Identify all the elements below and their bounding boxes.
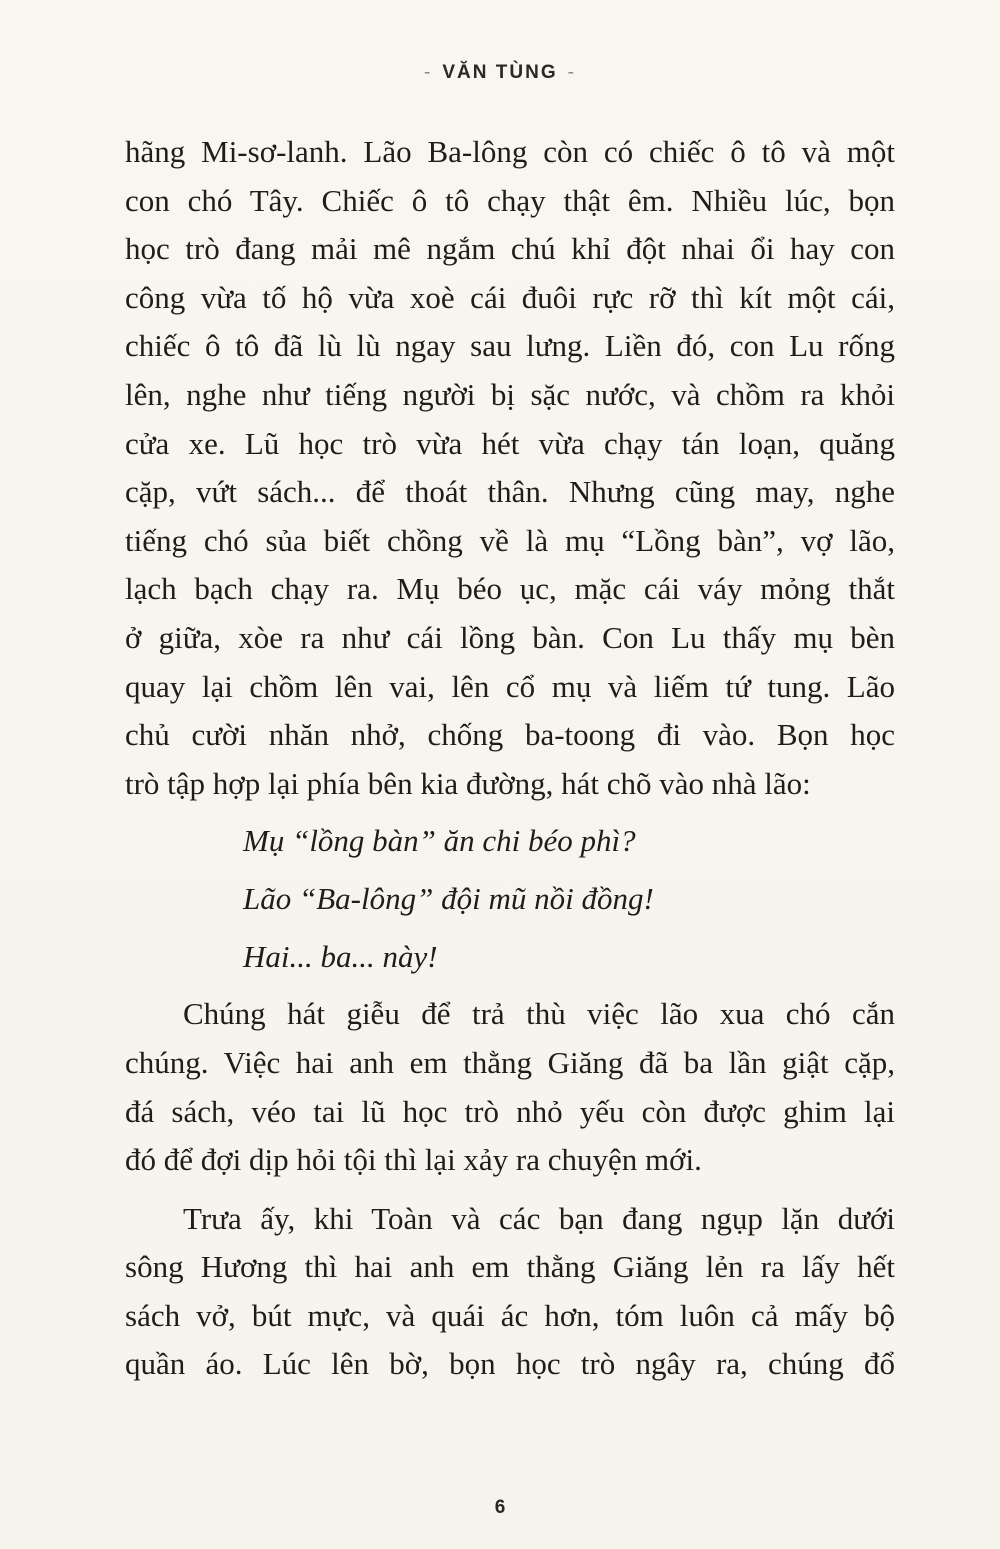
paragraph-3: [125, 1195, 895, 1389]
text-line: Chúng hát giễu để trả thù việc lão xua chó cắn: [183, 996, 895, 1032]
verse-block: [125, 812, 895, 986]
body-text: [125, 128, 895, 1389]
text-line: lạch bạch chạy ra. Mụ béo ục, mặc cái váy mỏng thắt: [125, 571, 895, 607]
text-line: ở giữa, xòe ra như cái lồng bàn. Con Lu thấy mụ bèn: [125, 619, 895, 655]
text-line: tiếng chó sủa biết chồng về là mụ “Lồng bàn”, vợ lão,: [125, 522, 895, 558]
page-number: 6: [494, 1497, 506, 1518]
header-author: VĂN TÙNG: [442, 62, 558, 83]
header-dash-right: -: [567, 62, 576, 83]
text-line: công vừa tố hộ vừa xoè cái đuôi rực rỡ thì kít một cái,: [125, 279, 895, 315]
verse-line: Lão “Ba-lông” đội mũ nồi đồng!: [243, 881, 654, 917]
text-line: quần áo. Lúc lên bờ, bọn học trò ngây ra, chúng đổ: [125, 1346, 895, 1382]
paragraph-2: [125, 990, 895, 1184]
paragraph-1: [125, 128, 895, 808]
running-head: [0, 62, 1000, 84]
verse-line: Hai... ba... này!: [243, 939, 438, 975]
text-line: cặp, vứt sách... để thoát thân. Nhưng cũng may, nghe: [125, 474, 895, 510]
text-line: chúng. Việc hai anh em thằng Giăng đã ba lần giật cặp,: [125, 1044, 895, 1080]
text-line: trò tập hợp lại phía bên kia đường, hát chõ vào nhà lão:: [125, 765, 811, 801]
text-line: lên, nghe như tiếng người bị sặc nước, và chồm ra khỏi: [125, 376, 895, 412]
text-line: đó để đợi dịp hỏi tội thì lại xảy ra chuyện mới.: [125, 1142, 702, 1178]
text-line: đá sách, véo tai lũ học trò nhỏ yếu còn được ghim lại: [125, 1093, 895, 1129]
text-line: cửa xe. Lũ học trò vừa hét vừa chạy tán loạn, quăng: [125, 425, 895, 461]
text-line: chiếc ô tô đã lù lù ngay sau lưng. Liền đó, con Lu rống: [125, 328, 895, 364]
header-dash-left: -: [424, 62, 433, 83]
verse-line: Mụ “lồng bàn” ăn chi béo phì?: [243, 823, 636, 859]
text-line: quay lại chồm lên vai, lên cổ mụ và liếm tứ tung. Lão: [125, 668, 895, 704]
text-line: sách vở, bút mực, và quái ác hơn, tóm luôn cả mấy bộ: [125, 1297, 895, 1333]
text-line: học trò đang mải mê ngắm chú khỉ đột nhai ổi hay con: [125, 231, 895, 267]
text-line: con chó Tây. Chiếc ô tô chạy thật êm. Nhiều lúc, bọn: [125, 182, 895, 218]
text-line: sông Hương thì hai anh em thằng Giăng lẻn ra lấy hết: [125, 1249, 895, 1285]
text-line: Trưa ấy, khi Toàn và các bạn đang ngụp lặn dưới: [183, 1200, 895, 1236]
text-line: hãng Mi-sơ-lanh. Lão Ba-lông còn có chiếc ô tô và một: [125, 134, 895, 169]
text-line: chủ cười nhăn nhở, chống ba-toong đi vào. Bọn học: [125, 717, 895, 753]
